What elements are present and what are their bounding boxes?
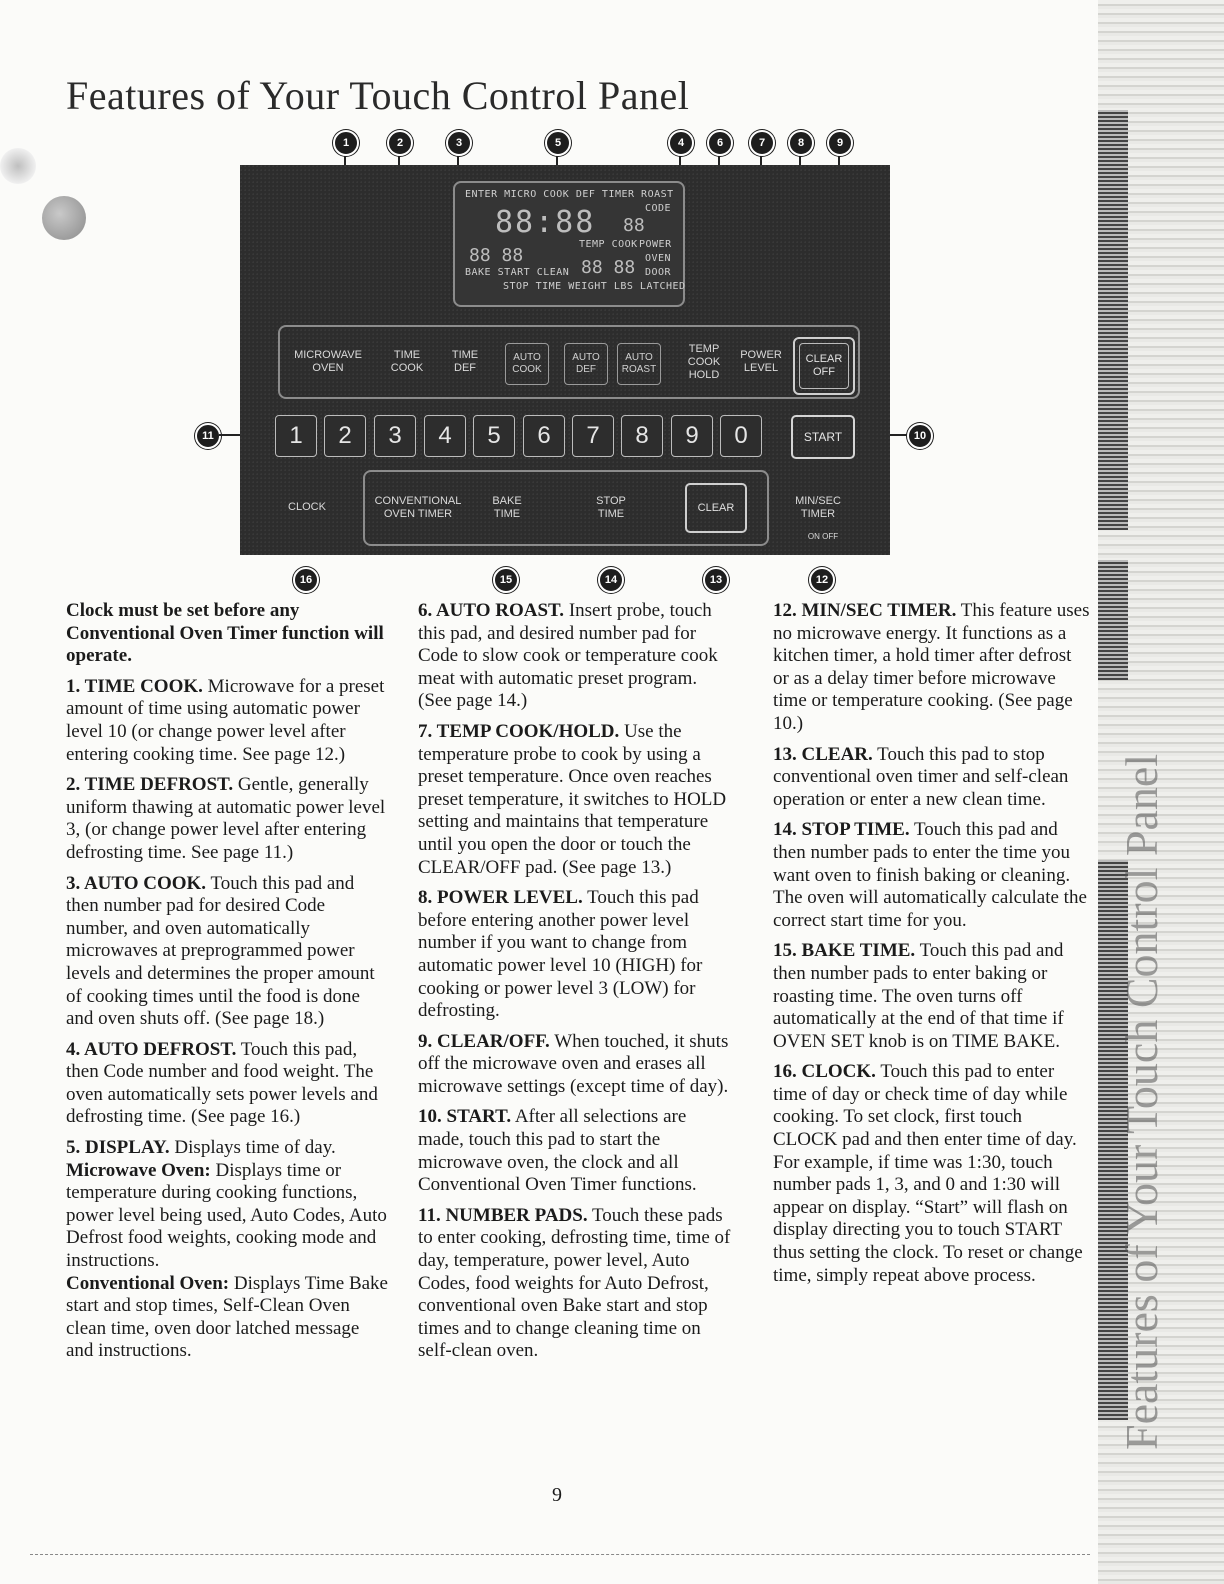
- callout-marker: 5: [545, 130, 571, 156]
- control-panel-illustration: [240, 165, 890, 555]
- callout-marker: 2: [387, 130, 413, 156]
- callout-marker: 4: [668, 130, 694, 156]
- callout-marker: 9: [827, 130, 853, 156]
- text-column-3: [773, 600, 1091, 1295]
- pad-on-off-label: ON OFF: [807, 532, 839, 541]
- display-code-label: CODE: [645, 203, 672, 214]
- pad-time-def: TIME DEF: [451, 349, 479, 374]
- display-oven-label: OVEN: [645, 253, 672, 264]
- number-pad-6: 6: [523, 415, 565, 457]
- feature-item: 6. AUTO ROAST. Insert probe, touch this pad, and desired number pad for Code to slow cook or temperature cook meat with automatic preset program. (See page 14.): [418, 600, 718, 712]
- display-indicator-row: ENTER MICRO COOK DEF TIMER ROAST: [465, 189, 674, 200]
- feature-item: 11. NUMBER PADS. Touch these pads to enter cooking, defrosting time, time of day, temperature, power level, Auto Codes, food weights for Auto Defrost, conventional oven Bake start and stop times and to change cleaning time on self-clean oven.: [418, 1204, 731, 1362]
- number-pad-9: 9: [671, 415, 713, 457]
- number-pad-7: 7: [572, 415, 614, 457]
- margin-smudge: [0, 148, 36, 184]
- feature-item-display: 5. DISPLAY. Displays time of day. Microwave Oven: Displays time or temperature during cooking functions, power level being used, Auto Codes, Auto Defrost food weights, cooking mode and instructions. Conventional Oven: Displays Time Bake start and stop times, Self-Clean Oven clean time, oven door latched message and instructions.: [66, 1137, 388, 1362]
- display-door-label: DOOR: [645, 267, 672, 278]
- bottom-divider: [30, 1554, 1090, 1556]
- feature-item: 3. AUTO COOK. Touch this pad and then number pad for desired Code number, and oven automatically microwaves at preprogrammed power levels and determines the proper amount of cooking times until the food is done and oven shuts off. (See page 18.): [66, 872, 375, 1030]
- binder-hole: [42, 196, 86, 240]
- pad-clear: CLEAR: [685, 483, 747, 533]
- callout-marker: 12: [809, 567, 835, 593]
- number-pad-8: 8: [621, 415, 663, 457]
- callout-marker: 14: [598, 567, 624, 593]
- feature-item: 10. START. After all selections are made, touch this pad to start the microwave oven, the clock and all Conventional Oven Timer functions.: [418, 1106, 697, 1196]
- pad-bake-time: BAKE TIME: [492, 495, 522, 520]
- feature-item: 14. STOP TIME. Touch this pad and then number pads to enter the time you want oven to finish baking or cleaning. The oven will automatically calculate the correct start time for you.: [773, 819, 1087, 931]
- pad-auto-def: AUTO DEF: [564, 343, 608, 385]
- feature-item: 16. CLOCK. Touch this pad to enter time of day or check time of day while cooking. To set clock, first touch CLOCK pad and then enter time of day. For example, if time was 1:30, touch number pads 1, 3, and 0 and 1:30 will appear on display. “Start” will flash on display directing you to touch START thus setting the clock. To reset or change time, simply repeat above process.: [773, 1061, 1083, 1286]
- callout-marker: 1: [333, 130, 359, 156]
- display-lower-mid-digits: 88 88: [581, 257, 636, 278]
- callout-marker: 11: [195, 423, 221, 449]
- side-heading: Features of Your Touch Control Panel: [1116, 753, 1167, 1450]
- callout-marker: 7: [749, 130, 775, 156]
- feature-item: 2. TIME DEFROST. Gentle, generally uniform thawing at automatic power level 3, (or change power level after entering defrosting time. See page 11.): [66, 774, 386, 863]
- pad-clear-off: CLEAR OFF: [793, 337, 855, 395]
- page-number: 9: [552, 1484, 562, 1506]
- pad-microwave-oven: MICROWAVE OVEN: [294, 349, 362, 374]
- display-lower-left-digits: 88 88: [469, 245, 524, 266]
- callout-marker: 8: [788, 130, 814, 156]
- number-pad-4: 4: [424, 415, 466, 457]
- page-title: Features of Your Touch Control Panel: [66, 73, 690, 118]
- feature-item: 4. AUTO DEFROST. Touch this pad, then Code number and food weight. The oven automatically sets power levels and defrosting time. (See page 16.): [66, 1038, 378, 1128]
- callout-marker: 10: [907, 423, 933, 449]
- feature-item: 15. BAKE TIME. Touch this pad and then number pads to enter baking or roasting time. The oven turns off automatically at the end of that time if OVEN SET knob is on TIME BAKE.: [773, 940, 1064, 1052]
- feature-item: 9. CLEAR/OFF. When touched, it shuts off the microwave oven and erases all microwave settings (except time of day).: [418, 1030, 729, 1097]
- pad-start: START: [791, 415, 855, 459]
- pad-stop-time: STOP TIME: [596, 495, 626, 520]
- display-bottom-row: STOP TIME WEIGHT LBS LATCHED: [503, 281, 686, 292]
- display-temp-cook-label: TEMP COOK: [579, 239, 638, 250]
- callout-marker: 13: [703, 567, 729, 593]
- number-pad-2: 2: [324, 415, 366, 457]
- pad-time-cook: TIME COOK: [390, 349, 424, 374]
- pad-temp-cook-hold: TEMP COOK HOLD: [687, 343, 721, 381]
- callout-marker: 15: [493, 567, 519, 593]
- pad-auto-roast: AUTO ROAST: [617, 343, 661, 385]
- feature-item: 8. POWER LEVEL. Touch this pad before entering another power level number if you want to change from automatic power level 10 (HIGH) for cooking or power level 3 (LOW) for defrosting.: [418, 887, 703, 1022]
- callout-marker: 3: [446, 130, 472, 156]
- number-pad-0: 0: [720, 415, 762, 457]
- number-pad-5: 5: [473, 415, 515, 457]
- display-bake-row: BAKE START CLEAN: [465, 267, 570, 278]
- text-column-1: [66, 600, 388, 1363]
- text-column-2: [418, 600, 734, 1371]
- display-main-digits: 88:88: [495, 205, 596, 240]
- display-side-digits: 88: [623, 215, 645, 236]
- pad-conventional-oven-timer: CONVENTIONAL OVEN TIMER: [374, 495, 462, 520]
- feature-item: 1. TIME COOK. Microwave for a preset amount of time using automatic power level 10 (or change power level after entering cooking time. See page 12.): [66, 675, 385, 765]
- display-power-label: POWER: [639, 239, 672, 250]
- display-window: [453, 181, 685, 307]
- pad-power-level: POWER LEVEL: [740, 349, 782, 374]
- callout-marker: 16: [293, 567, 319, 593]
- pad-clock: CLOCK: [288, 501, 326, 513]
- callout-marker: 6: [707, 130, 733, 156]
- pad-min-sec-timer: MIN/SEC TIMER: [795, 495, 841, 520]
- pad-auto-cook: AUTO COOK: [505, 343, 549, 385]
- number-pad-3: 3: [374, 415, 416, 457]
- number-pad-1: 1: [275, 415, 317, 457]
- feature-item: 13. CLEAR. Touch this pad to stop conventional oven timer and self-clean operation or enter a new clean time.: [773, 743, 1069, 810]
- feature-item: 7. TEMP COOK/HOLD. Use the temperature probe to cook by using a preset temperature. Once oven reaches preset temperature, it switches to HOLD setting and maintains that temperature until you open the door or touch the CLEAR/OFF pad. (See page 13.): [418, 720, 727, 878]
- clock-notice: Clock must be set before any Conventional Oven Timer function will operate.: [66, 600, 384, 667]
- feature-item: 12. MIN/SEC TIMER. This feature uses no microwave energy. It functions as a kitchen timer, a hold timer after defrost or as a delay timer before microwave time or temperature cooking. (See page 10.): [773, 600, 1090, 734]
